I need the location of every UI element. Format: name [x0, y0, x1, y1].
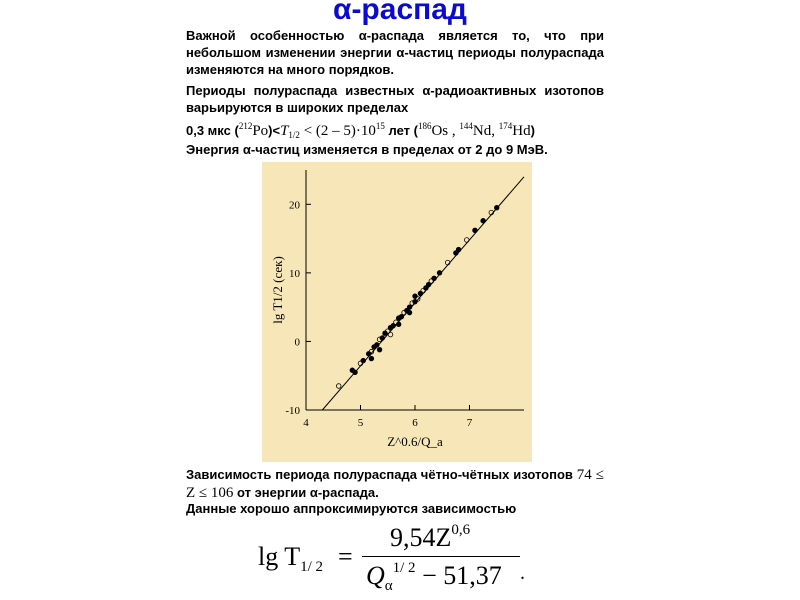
y-tick-label: 10 — [289, 267, 300, 280]
data-point — [432, 276, 437, 281]
data-point — [380, 336, 385, 341]
intro-paragraph: Важной особенностью α-распада является то, что при небольшом изменении энергии α-частиц периоды полураспада изменяются на много порядков. — [186, 28, 604, 77]
z-range: 74 ≤ Z ≤ 106 — [186, 467, 604, 501]
x-tick-label: 7 — [466, 417, 473, 429]
y-tick-label: 20 — [289, 199, 300, 212]
y-tick-label: 0 — [294, 336, 300, 349]
dependence-text-end: от энергии α-распада. — [237, 485, 379, 500]
formula-lhs-subscript: 1/ 2 — [300, 559, 324, 575]
formula-q-subscript: α — [384, 578, 393, 594]
os-mass-number: 186 — [417, 121, 432, 131]
data-point — [353, 370, 358, 375]
data-point — [361, 358, 366, 363]
data-point — [494, 205, 499, 210]
range-years: лет ( — [384, 123, 418, 138]
data-point — [437, 271, 442, 276]
x-axis-label: Z^0.6/Q_a — [387, 434, 443, 449]
range-close: ) — [530, 123, 535, 138]
formula-denominator — [366, 560, 502, 595]
data-point — [399, 314, 404, 319]
po-mass-number: 212 — [238, 121, 253, 131]
data-point — [413, 294, 418, 299]
formula-numerator — [390, 522, 470, 553]
data-point — [407, 310, 412, 315]
page-title: α-распад — [333, 0, 467, 26]
range-prefix: 0,3 мкс ( — [186, 123, 239, 138]
dependence-paragraph — [186, 466, 604, 502]
hd-mass-number: 174 — [498, 121, 513, 131]
data-point — [396, 322, 401, 327]
formula-q: Q — [366, 561, 385, 590]
halflife-chart — [262, 162, 532, 462]
y-axis-label: lg T1/2 (сек) — [270, 256, 285, 324]
nd-symbol: Nd, — [472, 123, 495, 139]
nd-mass-number: 144 — [459, 121, 473, 131]
x-tick-label: 5 — [357, 417, 364, 429]
t-subscript: 1/2 — [288, 130, 300, 140]
dependence-text: Зависимость периода полураспада чётно-чётных изотопов — [186, 467, 573, 482]
data-point — [418, 291, 423, 296]
data-point — [369, 356, 374, 361]
fraction-bar — [362, 556, 520, 557]
data-point — [407, 305, 412, 310]
approximation-line: Данные хорошо аппроксимируются зависимостью — [186, 501, 517, 516]
data-point — [456, 247, 461, 252]
y-tick-label: -10 — [285, 405, 300, 417]
energy-range-line: Энергия α-частиц изменяется в пределах от 2 до 9 МэВ. — [186, 142, 548, 157]
formula-period: . — [520, 562, 525, 584]
range-less-than: )< — [268, 123, 281, 138]
data-point — [473, 228, 478, 233]
range-exponent: 15 — [375, 121, 385, 131]
halflife-range-paragraph: Периоды полураспада известных α-радиоактивных изотопов варьируются в широких пределах — [186, 83, 604, 115]
data-point — [375, 343, 380, 348]
x-tick-label: 4 — [303, 417, 309, 429]
formula-den-rest: − 51,37 — [415, 561, 502, 590]
x-tick-label: 6 — [412, 417, 418, 429]
range-upper: < (2 – 5)·10 — [303, 123, 376, 139]
formula-equals: = — [338, 542, 353, 571]
t-symbol: T — [280, 123, 289, 139]
formula-lhs — [258, 542, 323, 576]
formula-num-exponent: 0,6 — [451, 522, 471, 538]
formula-q-exponent: 1/ 2 — [392, 560, 416, 576]
data-point — [426, 282, 431, 287]
hd-symbol: Hd — [512, 123, 531, 139]
formula-lg-t: lg T — [258, 542, 301, 571]
data-point — [413, 299, 418, 304]
data-point — [377, 347, 382, 352]
os-symbol: Os , — [431, 123, 456, 139]
po-symbol: Po — [252, 123, 269, 139]
formula-num-text: 9,54Z — [390, 523, 452, 552]
geiger-nuttall-formula — [258, 522, 558, 600]
data-point — [481, 218, 486, 223]
